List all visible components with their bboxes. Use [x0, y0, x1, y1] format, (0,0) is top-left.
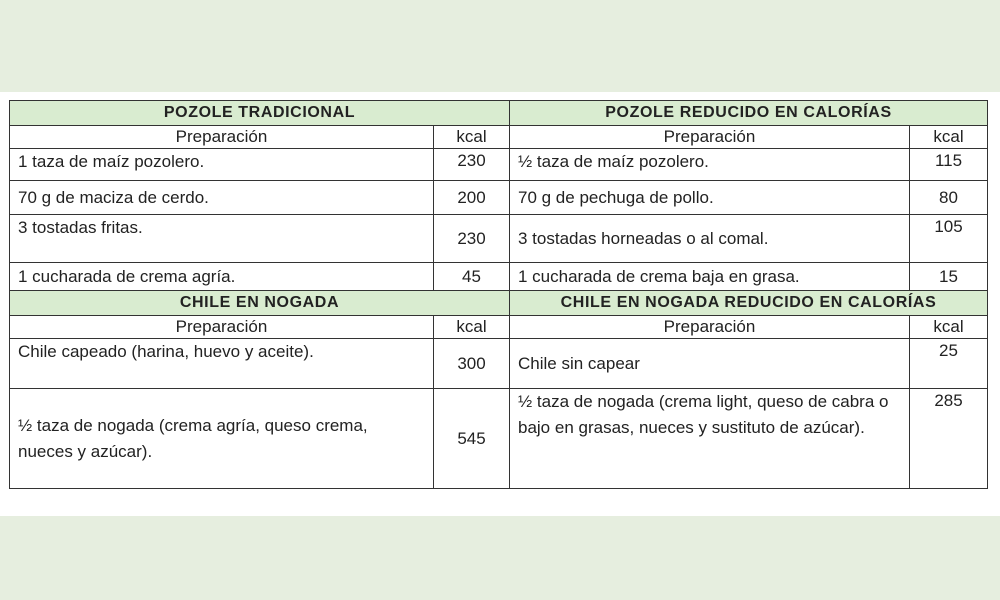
column-header-kcal: kcal — [910, 126, 988, 149]
preparation-cell: Chile sin capear — [510, 339, 910, 389]
kcal-cell: 45 — [434, 263, 510, 291]
kcal-cell: 230 — [434, 215, 510, 263]
column-header-preparacion: Preparación — [510, 126, 910, 149]
preparation-cell: ½ taza de nogada (crema light, queso de cabra o bajo en grasas, nueces y sustituto de azúcar). — [510, 389, 910, 489]
kcal-cell: 25 — [910, 339, 988, 389]
column-header-preparacion: Preparación — [510, 316, 910, 339]
pozole-title-row — [10, 101, 988, 126]
chile-reducido-title: CHILE EN NOGADA REDUCIDO EN CALORÍAS — [510, 291, 988, 316]
kcal-cell: 545 — [434, 389, 510, 489]
pozole-header-row — [10, 126, 988, 149]
kcal-cell: 15 — [910, 263, 988, 291]
preparation-cell: 70 g de pechuga de pollo. — [510, 181, 910, 215]
table-row — [10, 215, 988, 263]
preparation-cell: 1 cucharada de crema agría. — [10, 263, 434, 291]
preparation-cell: 1 taza de maíz pozolero. — [10, 149, 434, 181]
column-header-kcal: kcal — [434, 316, 510, 339]
column-header-preparacion: Preparación — [10, 126, 434, 149]
kcal-cell: 115 — [910, 149, 988, 181]
chile-header-row — [10, 316, 988, 339]
preparation-cell: 70 g de maciza de cerdo. — [10, 181, 434, 215]
chile-title-row — [10, 291, 988, 316]
table-row — [10, 389, 988, 489]
kcal-cell: 230 — [434, 149, 510, 181]
table-row — [10, 149, 988, 181]
kcal-cell: 105 — [910, 215, 988, 263]
preparation-cell: 1 cucharada de crema baja en grasa. — [510, 263, 910, 291]
column-header-kcal: kcal — [910, 316, 988, 339]
column-header-preparacion: Preparación — [10, 316, 434, 339]
calorie-comparison-table — [9, 100, 988, 489]
preparation-cell: ½ taza de maíz pozolero. — [510, 149, 910, 181]
column-header-kcal: kcal — [434, 126, 510, 149]
table-row — [10, 181, 988, 215]
pozole-tradicional-title: POZOLE TRADICIONAL — [10, 101, 510, 126]
kcal-cell: 80 — [910, 181, 988, 215]
kcal-cell: 300 — [434, 339, 510, 389]
preparation-cell: ½ taza de nogada (crema agría, queso crema, nueces y azúcar). — [10, 389, 434, 489]
kcal-cell: 285 — [910, 389, 988, 489]
preparation-cell: 3 tostadas horneadas o al comal. — [510, 215, 910, 263]
preparation-cell: 3 tostadas fritas. — [10, 215, 434, 263]
pozole-reducido-title: POZOLE REDUCIDO EN CALORÍAS — [510, 101, 988, 126]
preparation-cell: Chile capeado (harina, huevo y aceite). — [10, 339, 434, 389]
chile-en-nogada-title: CHILE EN NOGADA — [10, 291, 510, 316]
table-row — [10, 339, 988, 389]
table-row — [10, 263, 988, 291]
kcal-cell: 200 — [434, 181, 510, 215]
